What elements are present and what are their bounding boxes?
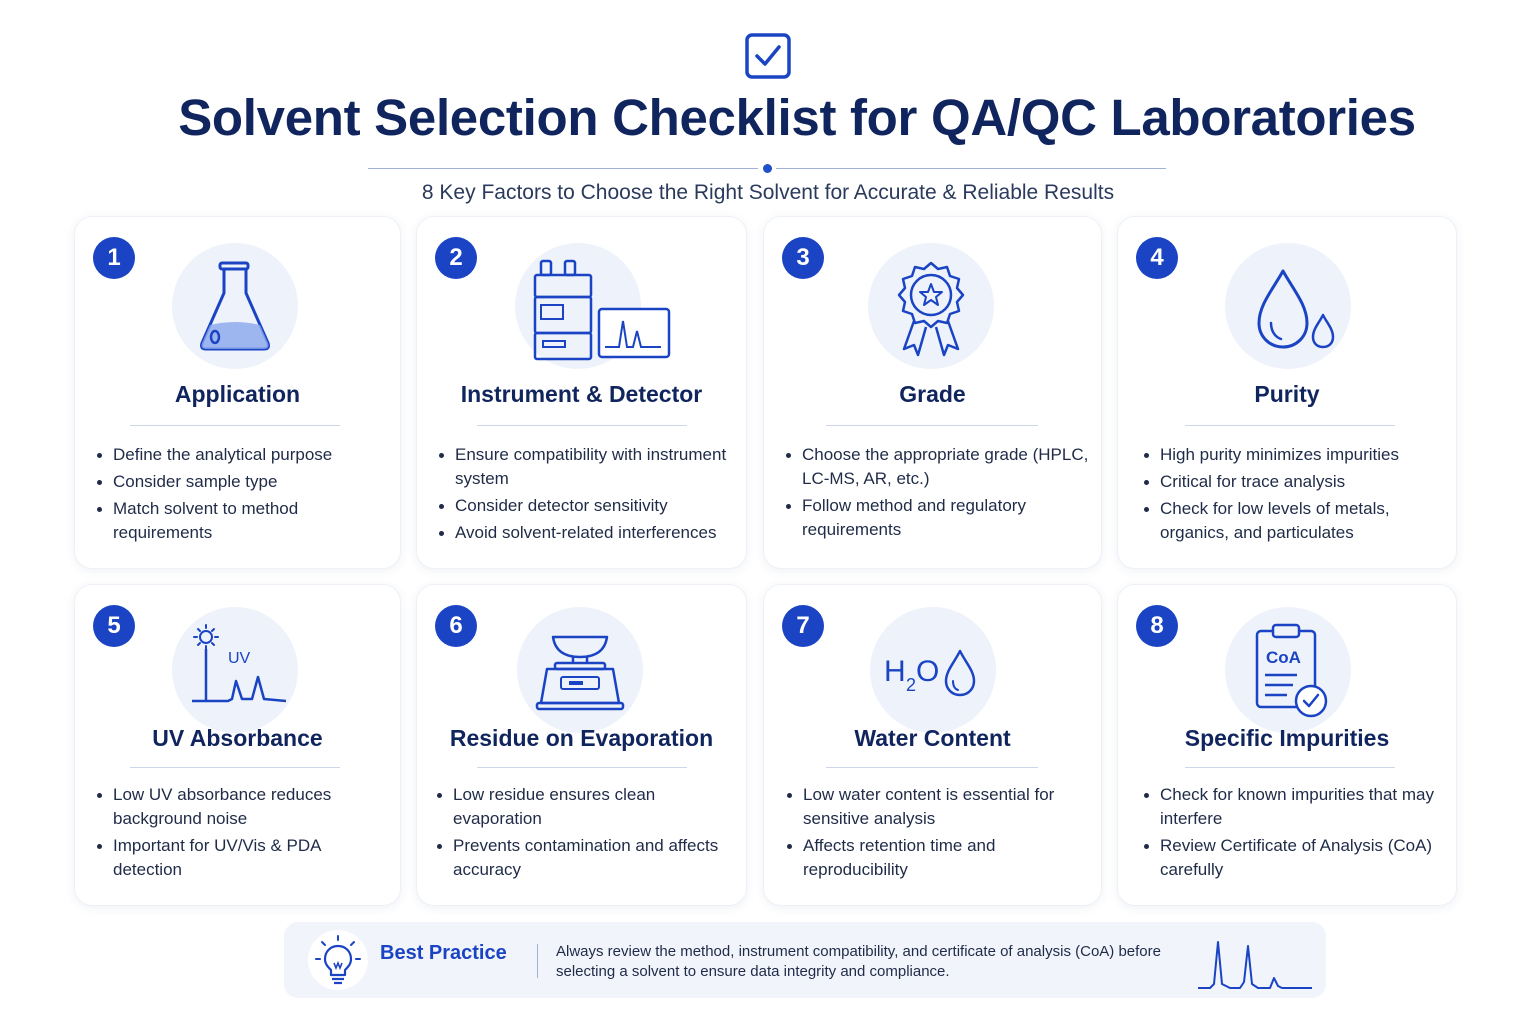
- list-item: Check for low levels of metals, organics, and particulates: [1160, 497, 1446, 545]
- bullet-list: [453, 783, 736, 885]
- droplets-icon: [1225, 243, 1351, 369]
- title-divider-left: [368, 168, 758, 169]
- title-divider-dot: [763, 164, 772, 173]
- checkbox-check-icon: [744, 32, 792, 80]
- chromatogram-peaks-icon: [1196, 934, 1316, 992]
- card-number-badge: 5: [93, 605, 135, 647]
- card-number-badge: 4: [1136, 237, 1178, 279]
- card-title: Residue on Evaporation: [449, 725, 714, 751]
- card-residue-on-evaporation: [416, 584, 747, 906]
- bullet-list: [1160, 783, 1446, 885]
- card-divider: [477, 425, 687, 426]
- list-item: Low water content is essential for sensitive analysis: [803, 783, 1091, 831]
- list-item: High purity minimizes impurities: [1160, 443, 1446, 467]
- card-divider: [477, 767, 687, 768]
- bullet-list: [1160, 443, 1446, 548]
- card-divider: [1185, 767, 1395, 768]
- card-uv-absorbance: [74, 584, 401, 906]
- list-item: Ensure compatibility with instrument system: [455, 443, 736, 491]
- card-title: Instrument & Detector: [460, 381, 703, 407]
- list-item: Check for known impurities that may interfere: [1160, 783, 1446, 831]
- list-item: Low residue ensures clean evaporation: [453, 783, 736, 831]
- list-item: Low UV absorbance reduces background noise: [113, 783, 390, 831]
- list-item: Choose the appropriate grade (HPLC, LC-MS, AR, etc.): [802, 443, 1091, 491]
- h2o-o-text: O: [916, 655, 940, 688]
- award-rosette-icon: [868, 243, 994, 369]
- list-item: Critical for trace analysis: [1160, 470, 1446, 494]
- bullet-list: [113, 783, 390, 885]
- uv-label: UV: [228, 650, 251, 667]
- card-number-badge: 3: [782, 237, 824, 279]
- list-item: Consider sample type: [113, 470, 390, 494]
- page-subtitle: 8 Key Factors to Choose the Right Solvent for Accurate & Reliable Results: [421, 181, 1115, 204]
- title-divider-right: [776, 168, 1166, 169]
- card-specific-impurities: [1117, 584, 1457, 906]
- lightbulb-icon: [308, 930, 368, 990]
- hplc-instrument-icon: [515, 243, 641, 369]
- coa-label: CoA: [1266, 648, 1301, 667]
- card-divider: [826, 425, 1038, 426]
- card-purity: [1117, 216, 1457, 569]
- card-title: Specific Impurities: [1184, 725, 1390, 751]
- bullet-list: [803, 783, 1091, 885]
- list-item: Consider detector sensitivity: [455, 494, 736, 518]
- list-item: Avoid solvent-related interferences: [455, 521, 736, 545]
- card-grade: [763, 216, 1102, 569]
- card-number-badge: 2: [435, 237, 477, 279]
- h2o-drop-icon: [870, 607, 996, 733]
- card-title: UV Absorbance: [152, 725, 323, 751]
- card-application: [74, 216, 401, 569]
- card-number-badge: 7: [782, 605, 824, 647]
- card-number-badge: 1: [93, 237, 135, 279]
- card-divider: [1185, 425, 1395, 426]
- list-item: Review Certificate of Analysis (CoA) carefully: [1160, 834, 1446, 882]
- card-number-badge: 8: [1136, 605, 1178, 647]
- card-water-content: [763, 584, 1102, 906]
- list-item: Affects retention time and reproducibility: [803, 834, 1091, 882]
- list-item: Match solvent to method requirements: [113, 497, 390, 545]
- bullet-list: [113, 443, 390, 548]
- card-number-badge: 6: [435, 605, 477, 647]
- card-title: Grade: [899, 381, 966, 407]
- card-instrument-detector: [416, 216, 747, 569]
- list-item: Define the analytical purpose: [113, 443, 390, 467]
- balance-scale-icon: [517, 607, 643, 733]
- best-practice-label: Best Practice: [380, 942, 507, 964]
- list-item: Prevents contamination and affects accuracy: [453, 834, 736, 882]
- coa-clipboard-icon: [1225, 607, 1351, 733]
- h2o-subscript-text: 2: [906, 675, 917, 695]
- card-title: Purity: [1254, 381, 1320, 407]
- bullet-list: [455, 443, 736, 548]
- list-item: Follow method and regulatory requirements: [802, 494, 1091, 542]
- uv-spectrum-icon: [172, 607, 298, 733]
- list-item: Important for UV/Vis & PDA detection: [113, 834, 390, 882]
- bullet-list: [802, 443, 1091, 545]
- best-practice-separator: [537, 944, 538, 978]
- card-divider: [826, 767, 1038, 768]
- best-practice-text: Always review the method, instrument compatibility, and certificate of analysis (CoA) before selecting a solvent to ensure data integrity and compliance.: [556, 943, 1161, 980]
- card-divider: [130, 767, 340, 768]
- best-practice-banner: [284, 922, 1326, 998]
- flask-icon: [172, 243, 298, 369]
- card-divider: [130, 425, 340, 426]
- card-title: Water Content: [854, 725, 1011, 751]
- h2o-h-text: H: [884, 655, 906, 688]
- card-title: Application: [174, 381, 301, 407]
- page-title: Solvent Selection Checklist for QA/QC Laboratories: [178, 89, 1416, 146]
